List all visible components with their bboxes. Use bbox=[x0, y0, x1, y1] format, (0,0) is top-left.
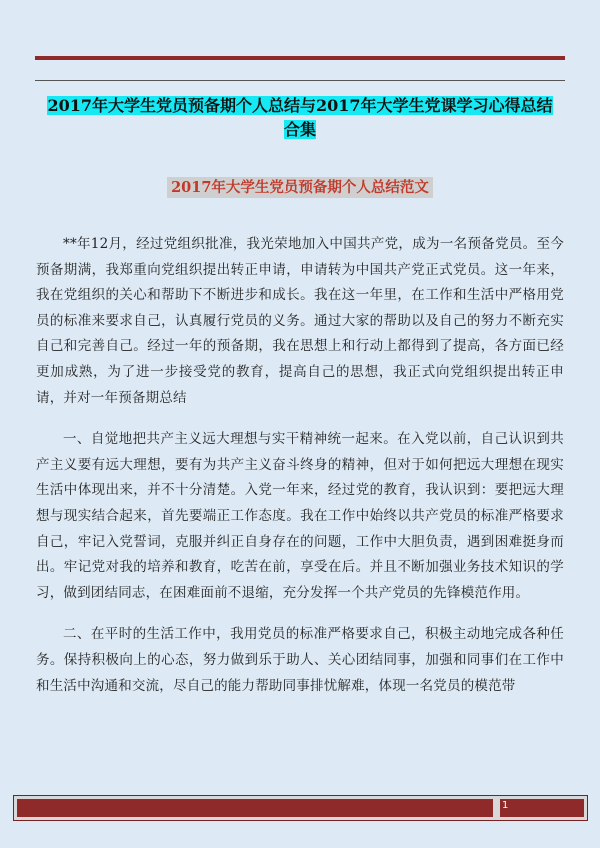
section-title-text: 2017年大学生党员预备期个人总结范文 bbox=[167, 177, 433, 198]
footer-band-right bbox=[500, 799, 584, 817]
section-title bbox=[0, 178, 600, 198]
page-footer bbox=[13, 795, 588, 821]
footer-band-left bbox=[17, 799, 493, 817]
header-divider bbox=[35, 80, 565, 81]
document-title bbox=[40, 94, 560, 142]
paragraph-intro: **年12月，经过党组织批准，我光荣地加入中国共产党，成为一名预备党员。至今预备期满，我郑重向党组织提出转正申请，申请转为中国共产党正式党员。这一年来，我在党组织的关心和帮助下不断进步和成长。我在这一年里，在工作和生活中严格用党员的标准来要求自己，认真履行党员的义务。通过大家的帮助以及自己的努力不断充实自己和完善自己。经过一年的预备期，我在思想上和行动上都得到了提高，各方面已经更加成熟，为了进一步接受党的教育，提高自己的思想，我正式向党组织提出转正申请，并对一年预备期总结 bbox=[36, 236, 564, 406]
document-title-text: 2017年大学生党员预备期个人总结与2017年大学生党课学习心得总结合集 bbox=[47, 96, 553, 139]
paragraph-section-1: 一、自觉地把共产主义远大理想与实干精神统一起来。在入党以前，自己认识到共产主义要有远大理想，要有为共产主义奋斗终身的精神，但对于如何把远大理想在现实生活中体现出来，并不十分清楚。入党一年来，经过党的教育，我认识到：要把远大理想与现实结合起来，首先要端正工作态度。我在工作中始终以共产党员的标准严格要求自己，牢记入党誓词，克服并纠正自身存在的问题，工作中大胆负责，遇到困难挺身而出。牢记党对我的培养和教育，吃苦在前，享受在后。并且不断加强业务技术知识的学习，做到团结同志，在困难面前不退缩，充分发挥一个共产党员的先锋模范作用。 bbox=[36, 431, 564, 601]
document-body bbox=[36, 232, 564, 715]
header-rule bbox=[35, 56, 565, 60]
page-number: 1 bbox=[502, 800, 509, 811]
paragraph-section-2: 二、在平时的生活工作中，我用党员的标准严格要求自己，积极主动地完成各种任务。保持积极向上的心态，努力做到乐于助人、关心团结同事，加强和同事们在工作中和生活中沟通和交流，尽自己的能力帮助同事排忧解难，体现一名党员的模范带 bbox=[36, 626, 564, 694]
